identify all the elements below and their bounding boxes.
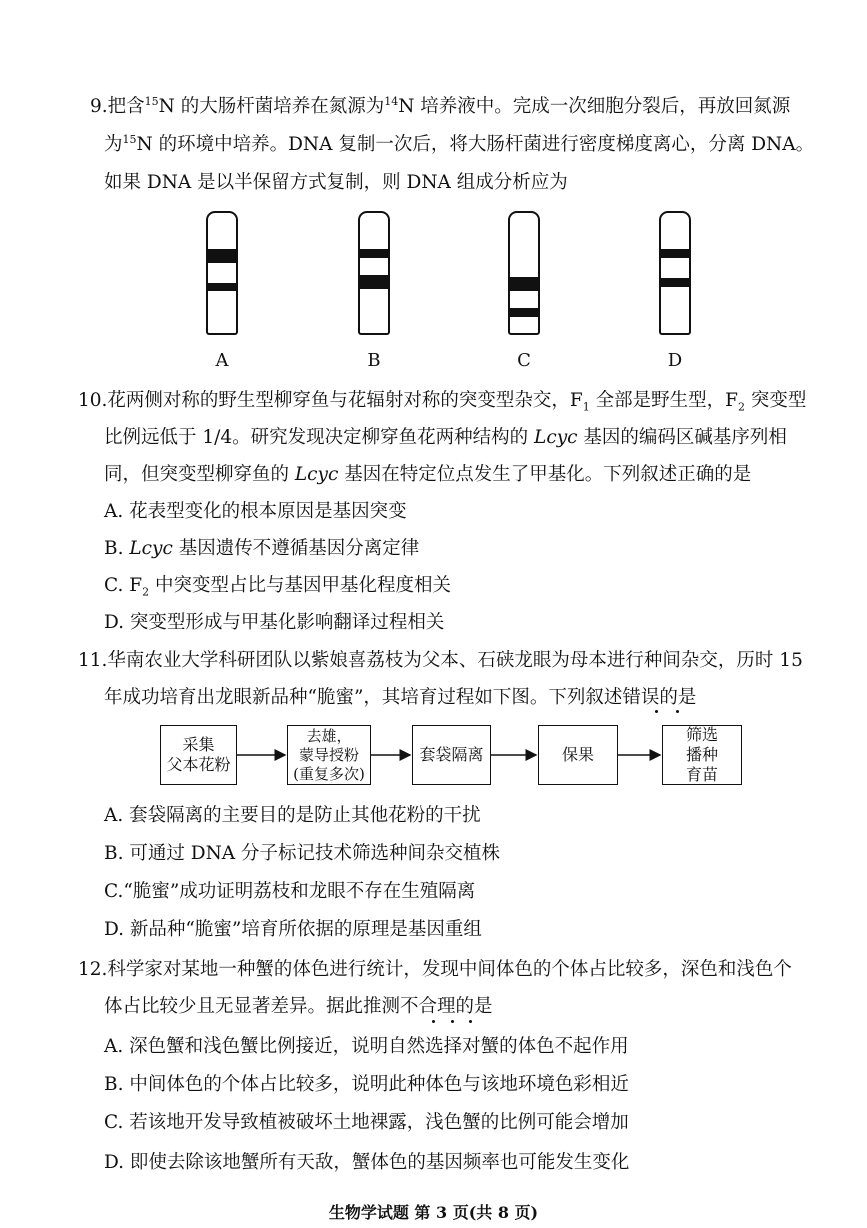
superscript: 15 — [122, 132, 137, 146]
tube-D — [659, 211, 691, 335]
q10-option-a: A. 花表型变化的根本原因是基因突变 — [104, 501, 407, 522]
step-text: (重复多次) — [293, 764, 365, 783]
q11-stem-line-2: 年成功培育出龙眼新品种“脆蜜”，其培育过程如下图。下列叙述错误的是 — [104, 687, 697, 708]
step-text: 育苗 — [685, 765, 718, 784]
dna-band — [206, 249, 238, 263]
q9-stem-line-1 — [90, 95, 790, 119]
text: 中突变型占比与基因甲基化程度相关 — [149, 575, 451, 596]
q12-option-a: A. 深色蟹和浅色蟹比例接近，说明自然选择对蟹的体色不起作用 — [104, 1036, 629, 1057]
q12-option-d: D. 即使去除该地蟹所有天敌，蟹体色的基因频率也可能发生变化 — [104, 1152, 630, 1173]
superscript: 14 — [384, 94, 399, 108]
flow-step-bagging — [412, 725, 491, 785]
q10-option-b — [104, 537, 419, 561]
q9-stem-line-2 — [104, 133, 814, 157]
dna-band — [508, 277, 540, 291]
superscript: 15 — [144, 94, 159, 108]
q10-stem-line-2 — [104, 426, 787, 450]
step-text: 播种 — [685, 745, 718, 764]
tube-C — [508, 211, 540, 335]
subscript: 1 — [582, 400, 590, 414]
text: 基因遗传不遵循基因分离定律 — [172, 538, 420, 559]
q11-option-c: C.“脆蜜”成功证明荔枝和龙眼不存在生殖隔离 — [104, 881, 476, 902]
step-text: 保果 — [561, 745, 594, 764]
step-text: 采集 — [182, 735, 215, 754]
emphasis-dot — [432, 1020, 435, 1023]
q10-stem-line-3 — [104, 463, 751, 487]
flow-step-emasculate-pollinate — [287, 725, 371, 785]
step-text: 去雄， — [306, 726, 352, 745]
q11-stem-line-1: 11.华南农业大学科研团队以紫娘喜荔枝为父本、石硖龙眼为母本进行种间杂交，历时 15 — [78, 650, 803, 671]
flow-step-collect-pollen — [160, 725, 237, 785]
page-footer: 生物学试题 第 3 页(共 8 页) — [328, 1203, 539, 1222]
text: 比例远低于 1/4。研究发现决定柳穿鱼花两种结构的 — [104, 427, 535, 448]
tube-label: C — [517, 350, 531, 371]
q11-option-b: B. 可通过 DNA 分子标记技术筛选种间杂交植株 — [104, 843, 500, 864]
q10-option-c — [104, 574, 451, 598]
tube-A — [206, 211, 238, 335]
tube-label: A — [215, 350, 229, 371]
text: C. F — [104, 575, 143, 596]
subscript: 2 — [737, 400, 745, 414]
emphasis-dot — [451, 1020, 454, 1023]
q12-stem-line-2: 体占比较少且无显著差异。据此推测不合理的是 — [104, 996, 493, 1017]
subscript: 2 — [142, 585, 150, 599]
text: N 的大肠杆菌培养在氮源为 — [158, 96, 385, 117]
text: B. — [104, 538, 130, 559]
text: 10.花两侧对称的野生型柳穿鱼与花辐射对称的突变型杂交，F — [78, 390, 583, 411]
gene-name: Lcyc — [534, 427, 578, 448]
q11-option-a: A. 套袋隔离的主要目的是防止其他花粉的干扰 — [104, 805, 481, 826]
emphasis-dot — [469, 1020, 472, 1023]
q10-option-d: D. 突变型形成与甲基化影响翻译过程相关 — [104, 612, 445, 633]
q12-option-c: C. 若该地开发导致植被破坏土地裸露，浅色蟹的比例可能会增加 — [104, 1112, 629, 1133]
flow-step-screen-sow — [662, 725, 742, 785]
tube-B — [358, 211, 390, 335]
gene-name: Lcyc — [129, 538, 173, 559]
text: 突变型 — [744, 390, 807, 411]
text: N 培养液中。完成一次细胞分裂后，再放回氮源 — [398, 96, 791, 117]
text: 为 — [104, 134, 123, 155]
text: 基因在特定位点发生了甲基化。下列叙述正确的是 — [338, 464, 752, 485]
text: N 的环境中培养。DNA 复制一次后，将大肠杆菌进行密度梯度离心，分离 DNA。 — [136, 134, 815, 155]
q12-stem-line-1: 12.科学家对某地一种蟹的体色进行统计，发现中间体色的个体占比较多，深色和浅色个 — [78, 959, 792, 980]
dna-band — [659, 249, 691, 258]
dna-band — [508, 308, 540, 317]
emphasis-dot — [676, 710, 679, 713]
flow-step-fruit-protection — [538, 725, 618, 785]
gene-name: Lcyc — [294, 464, 339, 485]
text: 同，但突变型柳穿鱼的 — [104, 464, 295, 485]
step-text: 父本花粉 — [166, 755, 231, 774]
q11-option-d: D. 新品种“脆蜜”培育所依据的原理是基因重组 — [104, 919, 482, 940]
dna-band — [358, 249, 390, 258]
q9-stem-line-3: 如果 DNA 是以半保留方式复制，则 DNA 组成分析应为 — [104, 172, 568, 193]
dna-band — [206, 283, 238, 291]
tube-label: B — [367, 350, 381, 371]
q10-stem-line-1 — [78, 389, 806, 413]
text: 全部是野生型，F — [589, 390, 738, 411]
emphasis-dot — [655, 710, 658, 713]
text: 9.把含 — [90, 96, 145, 117]
tube-label: D — [667, 350, 683, 371]
step-text: 套袋隔离 — [419, 745, 484, 764]
q12-option-b: B. 中间体色的个体占比较多，说明此种体色与该地环境色彩相近 — [104, 1074, 629, 1095]
dna-band — [358, 275, 390, 289]
step-text: 蒙导授粉 — [298, 745, 359, 764]
step-text: 筛选 — [685, 725, 718, 744]
text: 基因的编码区碱基序列相 — [577, 427, 787, 448]
dna-band — [659, 278, 691, 287]
